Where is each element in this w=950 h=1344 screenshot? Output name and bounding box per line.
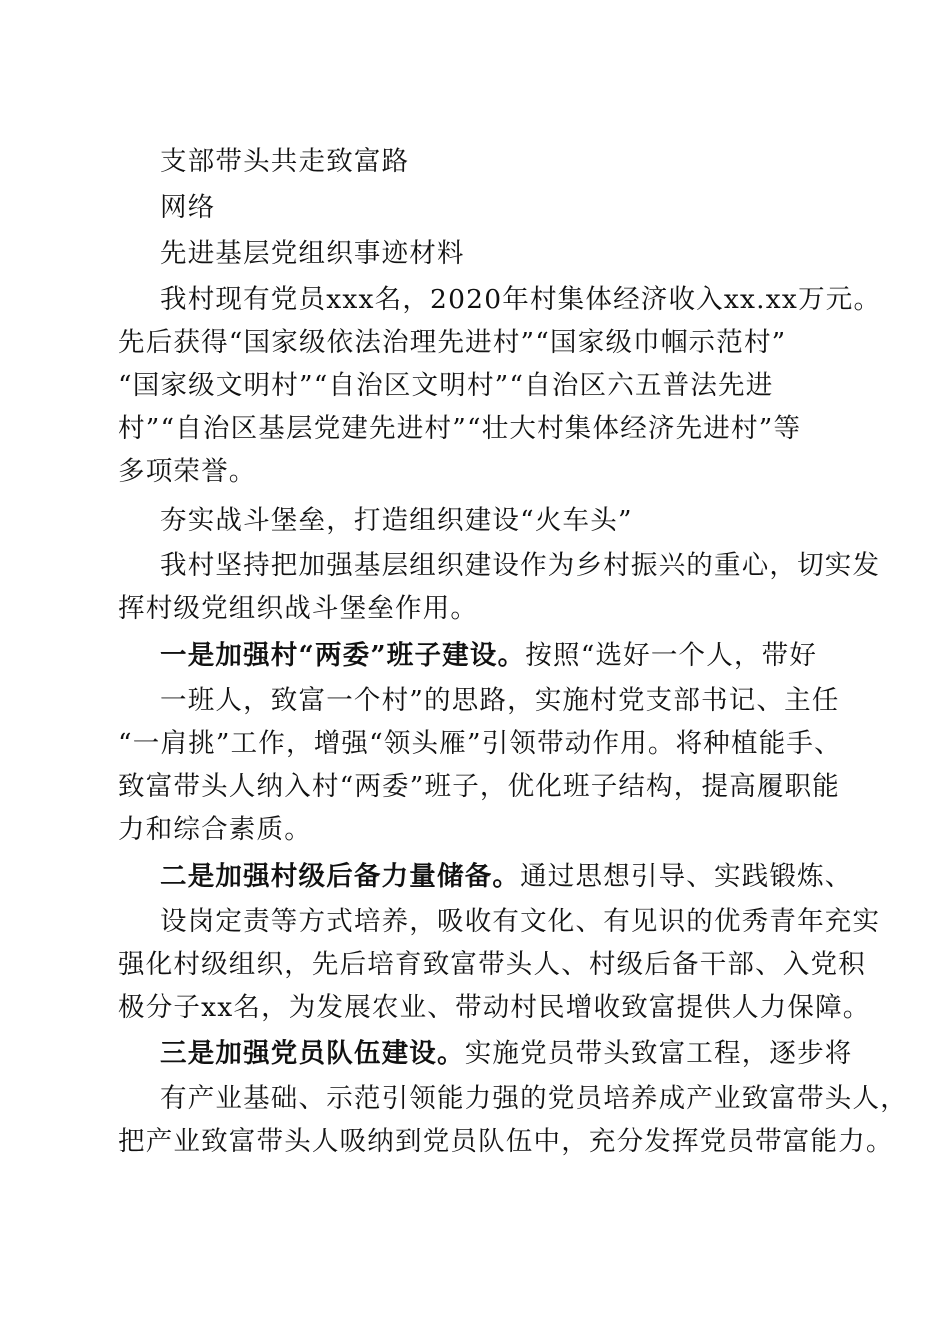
document-subtitle: 先进基层党组织事迹材料 <box>160 238 465 269</box>
section-heading: 夯实战斗堡垒，打造组织建设“火车头” <box>160 505 633 536</box>
paragraph-line: 先后获得“国家级依法治理先进村”“国家级巾帼示范村” <box>118 327 787 358</box>
item-line: 有产业基础、示范引领能力强的党员培养成产业致富带头人， <box>160 1083 908 1114</box>
document-title: 支部带头共走致富路 <box>160 146 410 177</box>
paragraph-line: 多项荣誉。 <box>118 456 257 487</box>
paragraph-line: 挥村级党组织战斗堡垒作用。 <box>118 593 479 624</box>
item-lead: 二是加强村级后备力量储备。 <box>160 861 521 892</box>
item-line: 一班人，致富一个村”的思路，实施村党支部书记、主任 <box>160 685 840 716</box>
item-text: 实施党员带头致富工程，逐步将 <box>464 1038 853 1069</box>
paragraph-line: 我村现有党员xxx名，2020年村集体经济收入xx.xx万元。 <box>160 284 882 315</box>
paragraph-line: “国家级文明村”“自治区文明村”“自治区六五普法先进 <box>118 370 774 401</box>
item-text: 按照“选好一个人，带好 <box>525 640 818 671</box>
item-line: 力和综合素质。 <box>118 814 312 845</box>
item-lead: 一是加强村“两委”班子建设。 <box>160 640 526 671</box>
item-line: 把产业致富带头人吸纳到党员队伍中，充分发挥党员带富能力。 <box>118 1126 894 1157</box>
item-line: “一肩挑”工作，增强“领头雁”引领带动作用。将种植能手、 <box>118 728 842 759</box>
item-line <box>160 857 853 897</box>
item-line: 强化村级组织，先后培育致富带头人、村级后备干部、入党积 <box>118 949 866 980</box>
paragraph-line: 我村坚持把加强基层组织建设作为乡村振兴的重心，切实发 <box>160 550 881 581</box>
item-lead: 三是加强党员队伍建设。 <box>160 1038 465 1069</box>
item-line: 设岗定责等方式培养，吸收有文化、有见识的优秀青年充实 <box>160 906 881 937</box>
item-line: 致富带头人纳入村“两委”班子，优化班子结构，提高履职能 <box>118 771 840 802</box>
item-line <box>160 1034 853 1074</box>
item-text: 通过思想引导、实践锻炼、 <box>520 861 853 892</box>
paragraph-line: 村”“自治区基层党建先进村”“壮大村集体经济先进村”等 <box>118 413 802 444</box>
item-line <box>160 636 838 676</box>
document-source: 网络 <box>160 192 216 223</box>
item-line: 极分子xx名，为发展农业、带动村民增收致富提供人力保障。 <box>118 992 871 1023</box>
